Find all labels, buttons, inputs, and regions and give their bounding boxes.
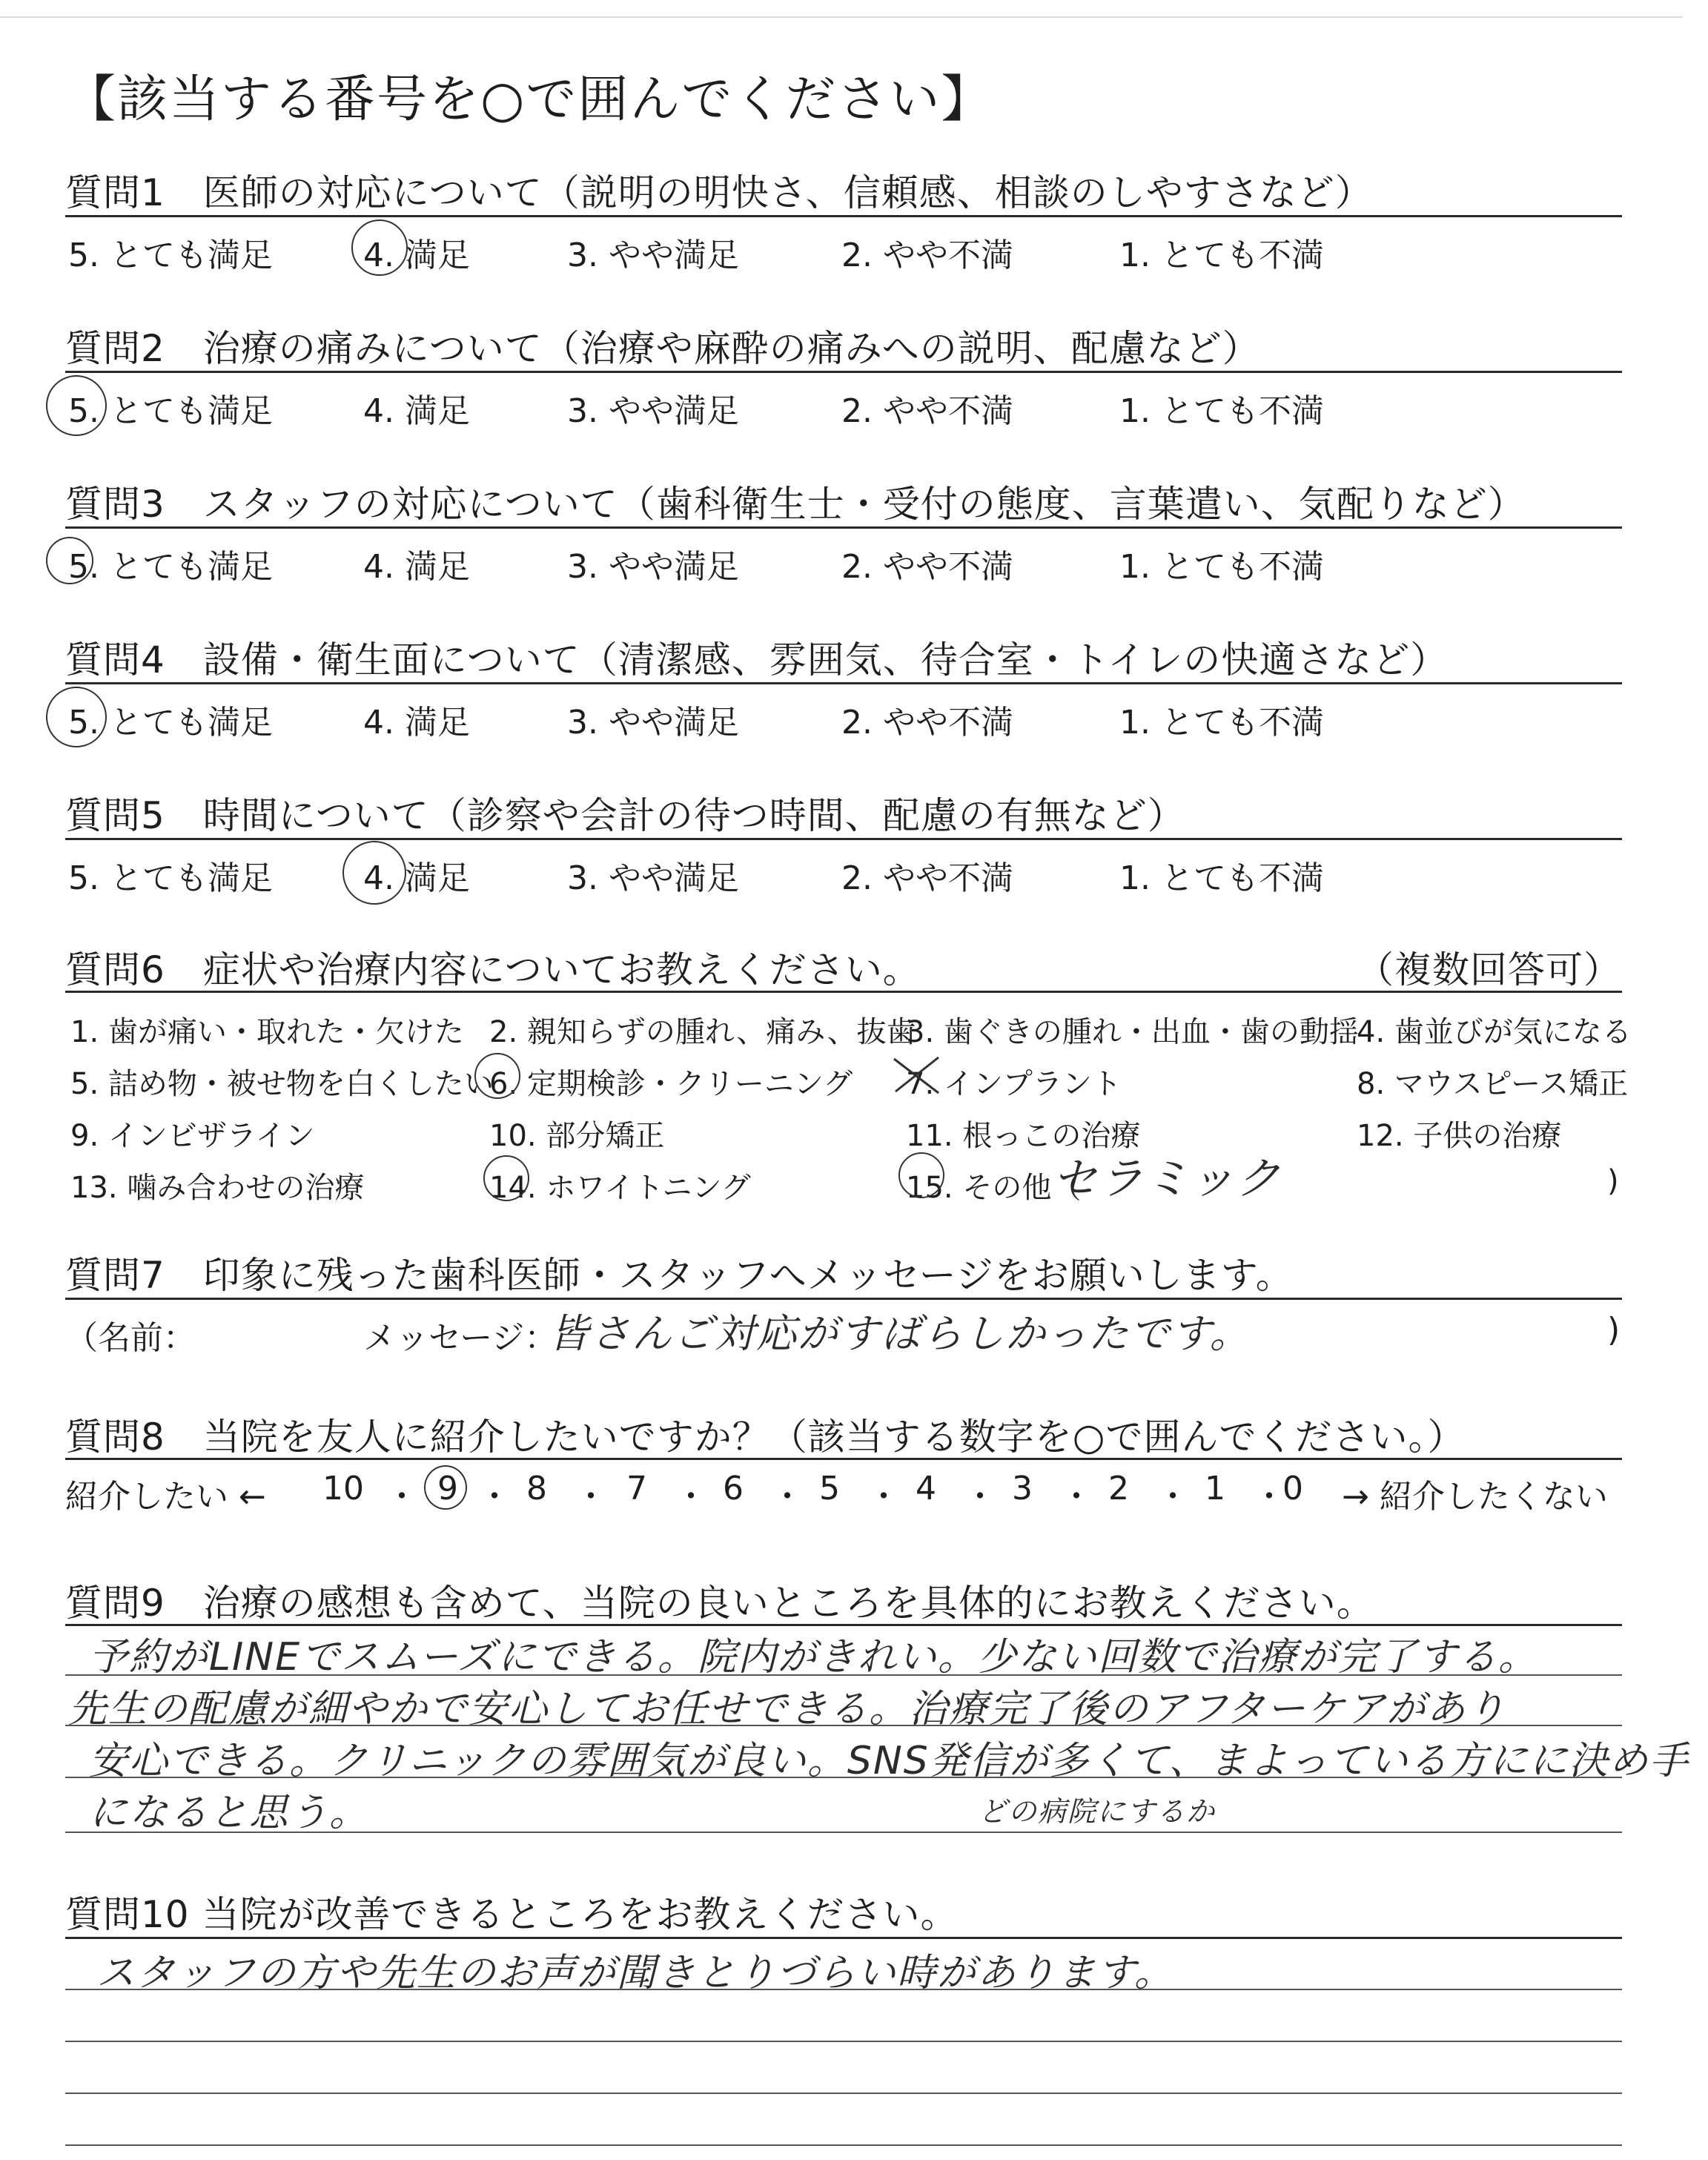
name-label: （名前：: [65, 1319, 196, 1357]
scale-separator: ・: [478, 1478, 511, 1516]
q2-option-4[interactable]: 4. 満足: [363, 392, 470, 430]
divider: [65, 1458, 1622, 1460]
q2-option-5[interactable]: 5. とても満足: [68, 392, 273, 430]
scale-3[interactable]: 3: [1012, 1470, 1033, 1507]
q1-option-2[interactable]: 2. やや不満: [841, 237, 1013, 274]
q4-option-5[interactable]: 5. とても満足: [68, 704, 273, 742]
divider: [65, 838, 1622, 840]
scale-5[interactable]: 5: [819, 1470, 840, 1507]
question-6-title: 質問6 症状や治療内容についてお教えください。: [65, 948, 921, 991]
q3-option-2[interactable]: 2. やや不満: [841, 548, 1013, 586]
q6-option-5[interactable]: 5. 詰め物・被せ物を白くしたい: [70, 1067, 494, 1101]
answer-9-line-4: になると思う。: [89, 1791, 370, 1835]
divider: [65, 1298, 1622, 1300]
divider: [65, 991, 1622, 993]
scale-separator: ・: [867, 1478, 900, 1516]
question-5-title: 質問5 時間について（診察や会計の待つ時間、配慮の有無など）: [65, 794, 1185, 837]
q4-option-2[interactable]: 2. やや不満: [841, 704, 1013, 742]
selection-circle: [424, 1465, 467, 1510]
divider: [65, 371, 1622, 373]
q6-option-15[interactable]: 15. その他（: [906, 1171, 1082, 1205]
scale-separator: ・: [1060, 1478, 1093, 1516]
selection-circle: [483, 1155, 529, 1201]
question-7-title: 質問7 印象に残った歯科医師・スタッフへメッセージをお願いします。: [65, 1254, 1294, 1297]
message-handwritten: 皆さんご対応がすばらしかったです。: [549, 1310, 1251, 1357]
q3-option-3[interactable]: 3. やや満足: [567, 548, 739, 586]
page-top-edge: [0, 16, 1683, 18]
q6-option-4[interactable]: 4. 歯並びが気になる: [1357, 1015, 1632, 1049]
selection-circle: [351, 219, 408, 276]
scale-10[interactable]: 10: [322, 1470, 364, 1507]
q3-option-5[interactable]: 5. とても満足: [68, 548, 273, 586]
q2-option-2[interactable]: 2. やや不満: [841, 392, 1013, 430]
recommend-left-label: 紹介したい ←: [65, 1478, 266, 1516]
q5-option-4[interactable]: 4. 満足: [363, 859, 470, 897]
q6-option-9[interactable]: 9. インビザライン: [70, 1119, 315, 1153]
scale-8[interactable]: 8: [526, 1470, 547, 1507]
q5-option-1[interactable]: 1. とても不満: [1119, 859, 1324, 897]
selection-circle: [46, 375, 107, 436]
scale-separator: ・: [964, 1478, 996, 1516]
question-2-title: 質問2 治療の痛みについて（治療や麻酔の痛みへの説明、配慮など）: [65, 327, 1260, 370]
q3-option-1[interactable]: 1. とても不満: [1119, 548, 1324, 586]
q5-option-2[interactable]: 2. やや不満: [841, 859, 1013, 897]
q6-option-6[interactable]: 6. 定期検診・クリーニング: [489, 1067, 853, 1101]
q6-other-handwritten: セラミック: [1053, 1153, 1282, 1205]
message-label: メッセージ：: [363, 1319, 557, 1357]
scale-separator: ・: [1253, 1478, 1285, 1516]
writing-line: [65, 2144, 1622, 2146]
divider: [65, 215, 1622, 217]
scale-separator: ・: [771, 1478, 804, 1516]
q2-option-1[interactable]: 1. とても不満: [1119, 392, 1324, 430]
cross-out-mark: [890, 1051, 944, 1097]
q1-option-4[interactable]: 4. 満足: [363, 237, 470, 274]
writing-line: [65, 2093, 1622, 2094]
answer-9-line-2: 先生の配慮が細やかで安心してお任せできる。治療完了後のアフターケアがあり: [68, 1687, 1507, 1731]
scale-separator: ・: [575, 1478, 607, 1516]
q3-option-4[interactable]: 4. 満足: [363, 548, 470, 586]
q6-option-11[interactable]: 11. 根っこの治療: [906, 1119, 1141, 1153]
q1-option-3[interactable]: 3. やや満足: [567, 237, 739, 274]
q4-option-1[interactable]: 1. とても不満: [1119, 704, 1324, 742]
scale-7[interactable]: 7: [626, 1470, 647, 1507]
answer-9-insertion: どの病院にするか: [979, 1795, 1217, 1828]
q6-option-14[interactable]: 14. ホワイトニング: [489, 1171, 751, 1205]
divider: [65, 682, 1622, 684]
q6-other-close-paren: ): [1607, 1164, 1619, 1198]
scale-separator: ・: [385, 1478, 418, 1516]
multiple-answer-note: （複数回答可）: [1357, 948, 1621, 991]
scale-0[interactable]: 0: [1282, 1470, 1303, 1507]
q4-option-3[interactable]: 3. やや満足: [567, 704, 739, 742]
question-8-title: 質問8 当院を友人に紹介したいですか？（該当する数字を○で囲んでください。）: [65, 1416, 1466, 1459]
q1-option-5[interactable]: 5. とても満足: [68, 237, 273, 274]
q5-option-5[interactable]: 5. とても満足: [68, 859, 273, 897]
scale-4[interactable]: 4: [916, 1470, 936, 1507]
scale-9[interactable]: 9: [437, 1470, 458, 1507]
question-1-title: 質問1 医師の対応について（説明の明快さ、信頼感、相談のしやすさなど）: [65, 171, 1373, 214]
selection-circle: [898, 1152, 944, 1198]
q2-option-3[interactable]: 3. やや満足: [567, 392, 739, 430]
q6-option-2[interactable]: 2. 親知らずの腫れ、痛み、抜歯: [489, 1015, 916, 1049]
divider: [65, 1937, 1622, 1939]
q6-option-12[interactable]: 12. 子供の治療: [1357, 1119, 1562, 1153]
question-10-title: 質問10 当院が改善できるところをお教えください。: [65, 1893, 959, 1936]
answer-10-line-1: スタッフの方や先生のお声が聞きとりづらい時があります。: [96, 1951, 1174, 1995]
divider: [65, 526, 1622, 529]
recommend-right-label: → 紹介したくない: [1342, 1478, 1608, 1516]
message-close-paren: ): [1607, 1311, 1621, 1349]
selection-circle: [342, 841, 406, 905]
selection-circle: [474, 1053, 520, 1099]
scale-separator: ・: [1156, 1478, 1189, 1516]
scale-separator: ・: [675, 1478, 707, 1516]
q4-option-4[interactable]: 4. 満足: [363, 704, 470, 742]
q6-option-10[interactable]: 10. 部分矯正: [489, 1119, 665, 1153]
answer-9-line-1: 予約がLINEでスムーズにできる。院内がきれい。少ない回数で治療が完了する。: [89, 1635, 1538, 1680]
answer-9-line-3: 安心できる。クリニックの雰囲気が良い。SNS発信が多くて、まよっている方にに決め手: [89, 1739, 1689, 1783]
scale-1[interactable]: 1: [1205, 1470, 1225, 1507]
q5-option-3[interactable]: 3. やや満足: [567, 859, 739, 897]
q6-option-1[interactable]: 1. 歯が痛い・取れた・欠けた: [70, 1015, 464, 1049]
selection-circle: [46, 687, 107, 747]
question-3-title: 質問3 スタッフの対応について（歯科衛生士・受付の態度、言葉遣い、気配りなど）: [65, 483, 1526, 526]
q1-option-1[interactable]: 1. とても不満: [1119, 237, 1324, 274]
q6-option-13[interactable]: 13. 噛み合わせの治療: [70, 1171, 365, 1205]
q6-option-3[interactable]: 3. 歯ぐきの腫れ・出血・歯の動揺: [906, 1015, 1359, 1049]
writing-line: [65, 2041, 1622, 2042]
page-title: 【該当する番号を○で囲んでください】: [65, 70, 993, 129]
scale-2[interactable]: 2: [1108, 1470, 1129, 1507]
selection-circle: [46, 537, 93, 584]
q6-option-7[interactable]: 7. インプラント: [906, 1067, 1122, 1101]
question-9-title: 質問9 治療の感想も含めて、当院の良いところを具体的にお教えください。: [65, 1582, 1374, 1625]
q6-option-8[interactable]: 8. マウスピース矯正: [1357, 1067, 1629, 1101]
scale-6[interactable]: 6: [723, 1470, 744, 1507]
question-4-title: 質問4 設備・衛生面について（清潔感、雰囲気、待合室・トイレの快適さなど）: [65, 638, 1449, 681]
